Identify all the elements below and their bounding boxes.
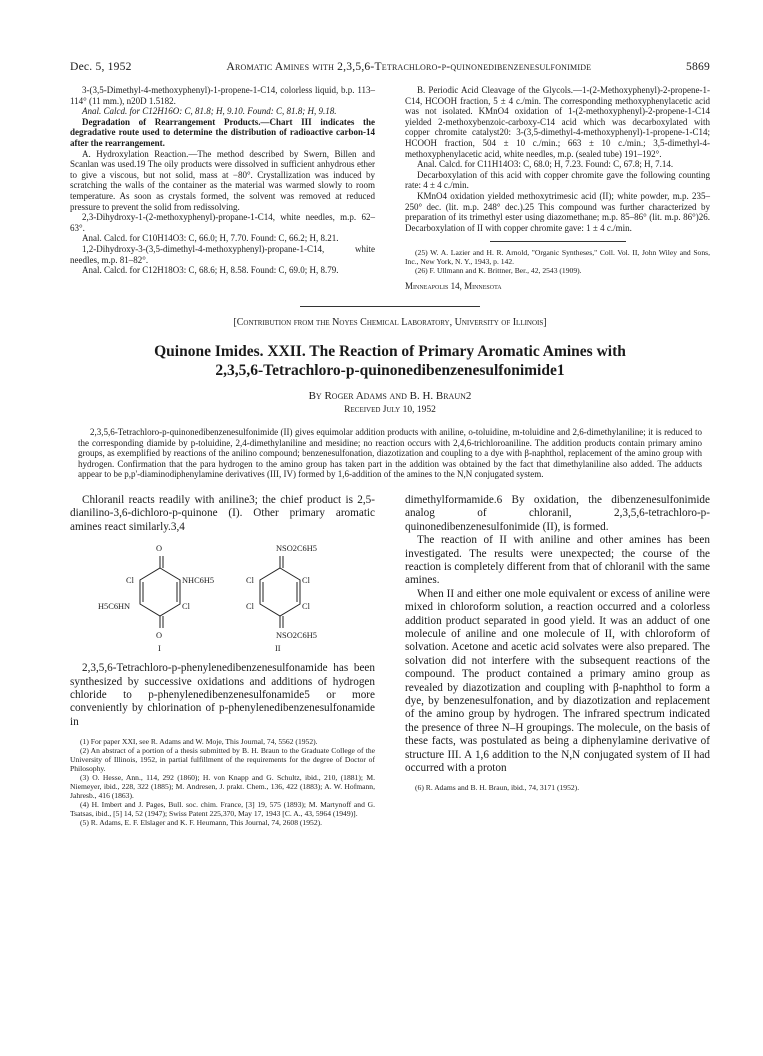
footnote: (5) R. Adams, E. F. Elslager and K. F. Heumann, This Journal, 74, 2608 (1952). [80,818,323,828]
paragraph: 1,2-Dihydroxy-3-(3,5-dimethyl-4-methoxyphenyl)-propane-1-C14, white needles, m.p. 81–82°. [70,243,375,265]
footnotes [405,783,710,792]
footnotes [70,737,375,827]
structure-ii-tl: Cl [246,576,254,586]
previous-left-column [70,85,375,292]
structure-i-tr: NHC6H5 [182,576,215,586]
footnote: (2) An abstract of a portion of a thesis submitted by B. H. Braun to the Graduate College of the University of Illinois, 1952, in partial fulfillment of the requirements for the degree of Doctor of Philosophy. [70,746,375,774]
title-line-1: Quinone Imides. XXII. The Reaction of Primary Aromatic Amines with [154,342,626,360]
paragraph: When II and either one mole equivalent or excess of aniline were mixed in chloroform solution, a reaction occurred and a colorless addition product separated in good yield. It was an adduct of one molecule of aniline and one molecule of II, with chloroform of solvation. Acetone and acetic acid solvates were also prepared. The solvation did not interfere with the subsequent reactions of the compound. The product contained a primary amino group as revealed by diazotization and coupling with β-naphthol to form a dye, by benzenesulfonation, and by diazotization and replacement of the amino group by hydrogen. The infrared spectrum indicated the presence of three N–H groupings. The molecule, on the basis of these facts, was postulated as being a diphenylamine derivative of structure III. A 1,6 addition to the N,N conjugated system of II had occurred with a proton [405,587,710,774]
footnote: (1) For paper XXI, see R. Adams and W. Moje, This Journal, 74, 5562 (1952). [80,737,318,747]
structure-i-bl: H5C6HN [98,602,131,612]
paragraph: dimethylformamide.6 By oxidation, the dibenzenesulfonimide analog of chloranil, 2,3,5,6-tetrachloro-p-quinonedibenzenesulfonimide (II), is formed. [405,493,710,533]
paragraph: B. Periodic Acid Cleavage of the Glycols.—1-(2-Methoxyphenyl)-2-propene-1-C14, HCOOH fraction, 5 ± 4 c./min. The corresponding methoxyphenylacetic acid was not isolated. KMnO4 oxidation of 1-(2-methoxyphenyl)-2-propene-1-C14 yielded 2-methoxybenzoic-carboxy-C14 acid which was decarboxylated with copper chromite catalyst20: 3-(3,5-dimethyl-4-methoxyphenyl)-1-propene-1-C14; HCOOH fraction, 504 ± 10 c./min.; 663 ± 10 c./min.; 3,5-dimethyl-4-methoxyphenylacetic acid, white needles, m.p. (sealed tube) 191–192°. [405,85,710,159]
structure-i-label: I [158,644,161,654]
paragraph: Anal. Calcd. for C10H14O3: C, 66.0; H, 7.70. Found: C, 66.2; H, 8.21. [82,233,339,244]
journal-page [70,60,710,827]
contribution-line: [Contribution from the Noyes Chemical Laboratory, University of Illinois] [233,316,547,328]
footnote: (3) O. Hesse, Ann., 114, 292 (1860); H. von Knapp and G. Schultz, ibid., 210, (1881); M. Niemeyer, ibid., 228, 322 (1885); M. Andresen, J. prakt. Chem., 136, 422 (1883); A. W. Hofmann, Jahresb., 416 (1863). [70,773,375,801]
received-date: Received July 10, 1952 [344,404,436,415]
structure-i-br: Cl [182,602,190,612]
footnote: (4) H. Imbert and J. Pages, Bull. soc. chim. France, [3] 19, 575 (1893); M. Martynoff and G. Tsatsas, ibid., [5] 14, 52 (1947); Swiss Patent 225,370, May 17, 1943 [C. A., 43, 5964 (1949)]. [70,800,375,819]
paragraph: Chloranil reacts readily with aniline3; the chief product is 2,5-dianilino-3,6-dichloro-p-quinone (I). Other primary aromatic amines react similarly.3,4 [70,493,375,533]
structure-ii-top: NSO2C6H5 [276,544,317,554]
structure-ii-br: Cl [302,602,310,612]
paragraph: Degradation of Rearrangement Products.—Chart III indicates the degradative route used to determine the distribution of radioactive carbon-14 after the rearrangement. [70,116,375,148]
chemical-structures [70,536,375,654]
previous-article-end [70,85,710,292]
footnote-divider [490,241,626,242]
paragraph: Decarboxylation of this acid with copper chromite gave the following counting rate: 4 ± 4 c./min. [405,169,710,191]
paragraph: 2,3,5,6-Tetrachloro-p-phenylenedibenzenesulfonamide has been synthesized by successive oxidations and additions of hydrogen chloride to p-phenylenedibenzenesulfonamide5 or more conveniently by chlorination of p-phenylenedibenzenesulfonamide in [70,662,375,728]
title-line-2: 2,3,5,6-Tetrachloro-p-quinonedibenzenesulfonimide1 [215,361,565,379]
paragraph: 3-(3,5-Dimethyl-4-methoxyphenyl)-1-propene-1-C14, colorless liquid, b.p. 113–114° (11 mm.), n20D 1.5182. [70,85,375,106]
body-left-column [70,494,375,827]
paragraph: The reaction of II with aniline and other amines has been investigated. The results were unexpected; the course of the reaction is completely different from that of chloranil with the same amines. [405,534,710,587]
structure-rings [70,536,375,654]
location: Minneapolis 14, Minnesota [405,281,502,292]
article-title [70,342,710,380]
header-title: Aromatic Amines with 2,3,5,6-Tetrachloro-p-quinonedibenzenesulfonimide [226,60,592,73]
footnote: (6) R. Adams and B. H. Braun, ibid., 74, 3171 (1952). [415,783,580,793]
structure-i-bottom: O [156,631,163,641]
footnote: (26) F. Ullmann and K. Brittner, Ber., 42, 2543 (1909). [415,266,582,276]
running-header [70,60,710,73]
structure-i-top: O [156,544,163,554]
structure-ii-label: II [275,644,281,654]
structure-i-tl: Cl [126,576,134,586]
header-date: Dec. 5, 1952 [70,60,132,73]
abstract: 2,3,5,6-Tetrachloro-p-quinonedibenzenesulfonimide (II) gives equimolar addition products with aniline, o-toluidine, m-toluidine and 2,6-dimethylaniline; it is reduced to the corresponding diamide by p-toluidine, 2,4-dimethylaniline and mesidine; no reaction occurs with 2,4,6-trichloroaniline. The addition products contain primary amino groups, as exemplified by reactions of the anilino compound; benzenesulfonation, diazotization and coupling to a dye with β-naphthol, replacement of the amino group with hydrogen. Confirmation that the para hydrogen to the amino group has taken part in the addition was obtained by the fact that dimethylaniline also added. The adducts appear to be p,p'-diaminodiphenylamine derivatives (III, IV) formed by 1,6-addition of the amines to the N,N conjugated system. [78,426,702,480]
structure-ii-tr: Cl [302,576,310,586]
paragraph: Anal. Calcd. for C11H14O3: C, 68.0; H, 7.23. Found: C, 67.8; H, 7.14. [417,159,674,170]
body-right-column [405,494,710,827]
structure-ii-bl: Cl [246,602,254,612]
paragraph: A. Hydroxylation Reaction.—The method described by Swern, Billen and Scanlan was used.19 The oily products were dissolved in sufficient anhydrous ether to give a viscous, but not solid, mass at −80°. Crystallization was induced by scratching the walls of the container as the material was warmed slowly to room temperature. As soon as crystals formed, the solvent was removed at reduced pressure to prevent the solid from redissolving. [70,148,375,212]
paragraph: KMnO4 oxidation yielded methoxytrimesic acid (II); white powder, m.p. 235–250° dec. (lit. m.p. 248° dec.).25 This compound was further characterized by preparation of its trimethyl ester using diazomethane; m.p. 85–86° (lit. m.p. 86°)26. Decarboxylation of II with copper chromite gave: 1 ± 4 c./min. [405,190,710,233]
previous-footnotes [405,248,710,275]
structure-ii-bottom: NSO2C6H5 [276,631,317,641]
paragraph: Anal. Calcd. for C12H18O3: C, 68.6; H, 8.58. Found: C, 69.0; H, 8.79. [82,265,339,276]
article-divider [300,306,480,307]
paragraph: Anal. Calcd. for C12H16O: C, 81.8; H, 9.10. Found: C, 81.8; H, 9.18. [82,106,337,117]
previous-right-column [405,85,710,292]
header-page-number: 5869 [685,60,710,73]
paragraph: 2,3-Dihydroxy-1-(2-methoxyphenyl)-propane-1-C14, white needles, m.p. 62–63°. [70,212,375,233]
authors: By Roger Adams and B. H. Braun2 [308,389,472,402]
article-body [70,494,710,827]
footnote: (25) W. A. Lazier and H. R. Arnold, "Organic Syntheses," Coll. Vol. II, John Wiley and Sons, Inc., New York, N. Y., 1943, p. 142. [405,248,710,267]
